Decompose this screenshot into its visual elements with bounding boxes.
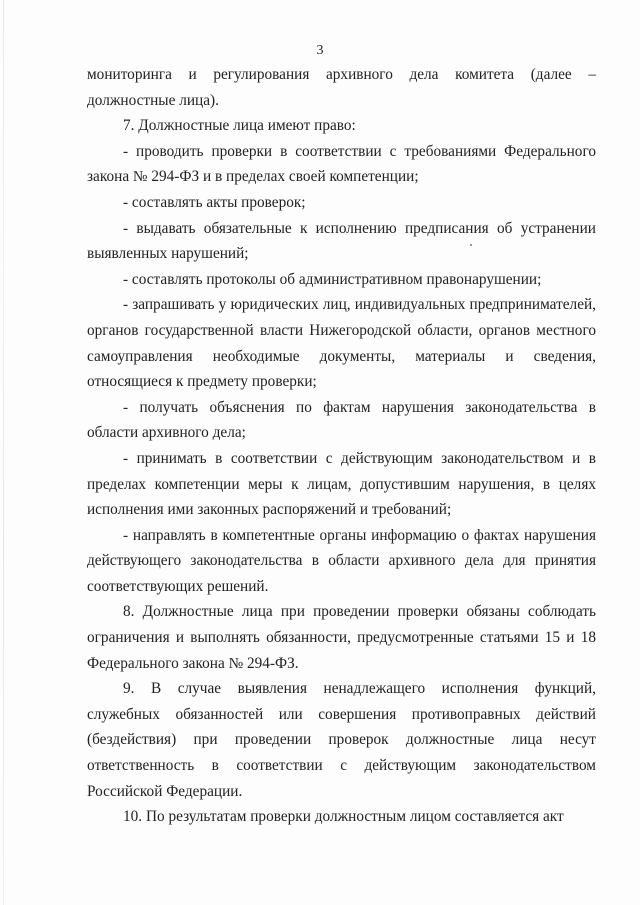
- scan-edge: [3, 0, 4, 905]
- page-number: 3: [316, 43, 324, 58]
- paragraph-right-acts: - составлять акты проверок;: [123, 193, 306, 211]
- paragraph-right-measures: - принимать в соответствии с действующим законодательством и в пределах компетенции меры к лицам, допустившим нарушения, в целях исполнения ими законных распоряжений и требований;: [87, 449, 596, 519]
- paragraph-item-10: 10. По результатам проверки должностным лицом составляется акт: [123, 808, 564, 826]
- paragraph-right-explanations: - получать объяснения по фактам нарушения законодательства в области архивного дела;: [87, 398, 596, 442]
- paragraph-continuation: мониторинга и регулирования архивного дела комитета (далее – должностные лица).: [87, 66, 596, 109]
- paragraph-right-request-documents: - запрашивать у юридических лиц, индивидуальных предпринимателей, органов государственной власти Нижегородской области, органов местного самоуправления необходимые документы, материалы и сведения, относящиеся к предмету проверки;: [87, 296, 596, 391]
- paragraph-item-7: 7. Должностные лица имеют право:: [123, 117, 356, 135]
- paragraph-item-8: 8. Должностные лица при проведении проверки обязаны соблюдать ограничения и выполнять обязанности, предусмотренные статьями 15 и 18 Федерального закона № 294-ФЗ.: [87, 603, 596, 672]
- document-body: [87, 62, 596, 830]
- paragraph-right-orders: - выдавать обязательные к исполнению предписания об устранении выявленных нарушений;: [87, 219, 596, 263]
- paragraph-right-send-information: - направлять в компетентные органы информацию о фактах нарушения действующего законодательства в области архивного дела для принятия соответствующих решений.: [87, 526, 596, 595]
- paragraph-right-protocols: - составлять протоколы об административном правонарушении;: [123, 270, 542, 288]
- paragraph-right-inspections: - проводить проверки в соответствии с требованиями Федерального закона № 294-ФЗ и в пределах своей компетенции;: [87, 142, 596, 186]
- paragraph-item-9: 9. В случае выявления ненадлежащего исполнения функций, служебных обязанностей или совершения противоправных действий (бездействия) при проведении проверок должностные лица несут ответственность в соответствии с действующим законодательством Российской Федерации.: [87, 680, 596, 800]
